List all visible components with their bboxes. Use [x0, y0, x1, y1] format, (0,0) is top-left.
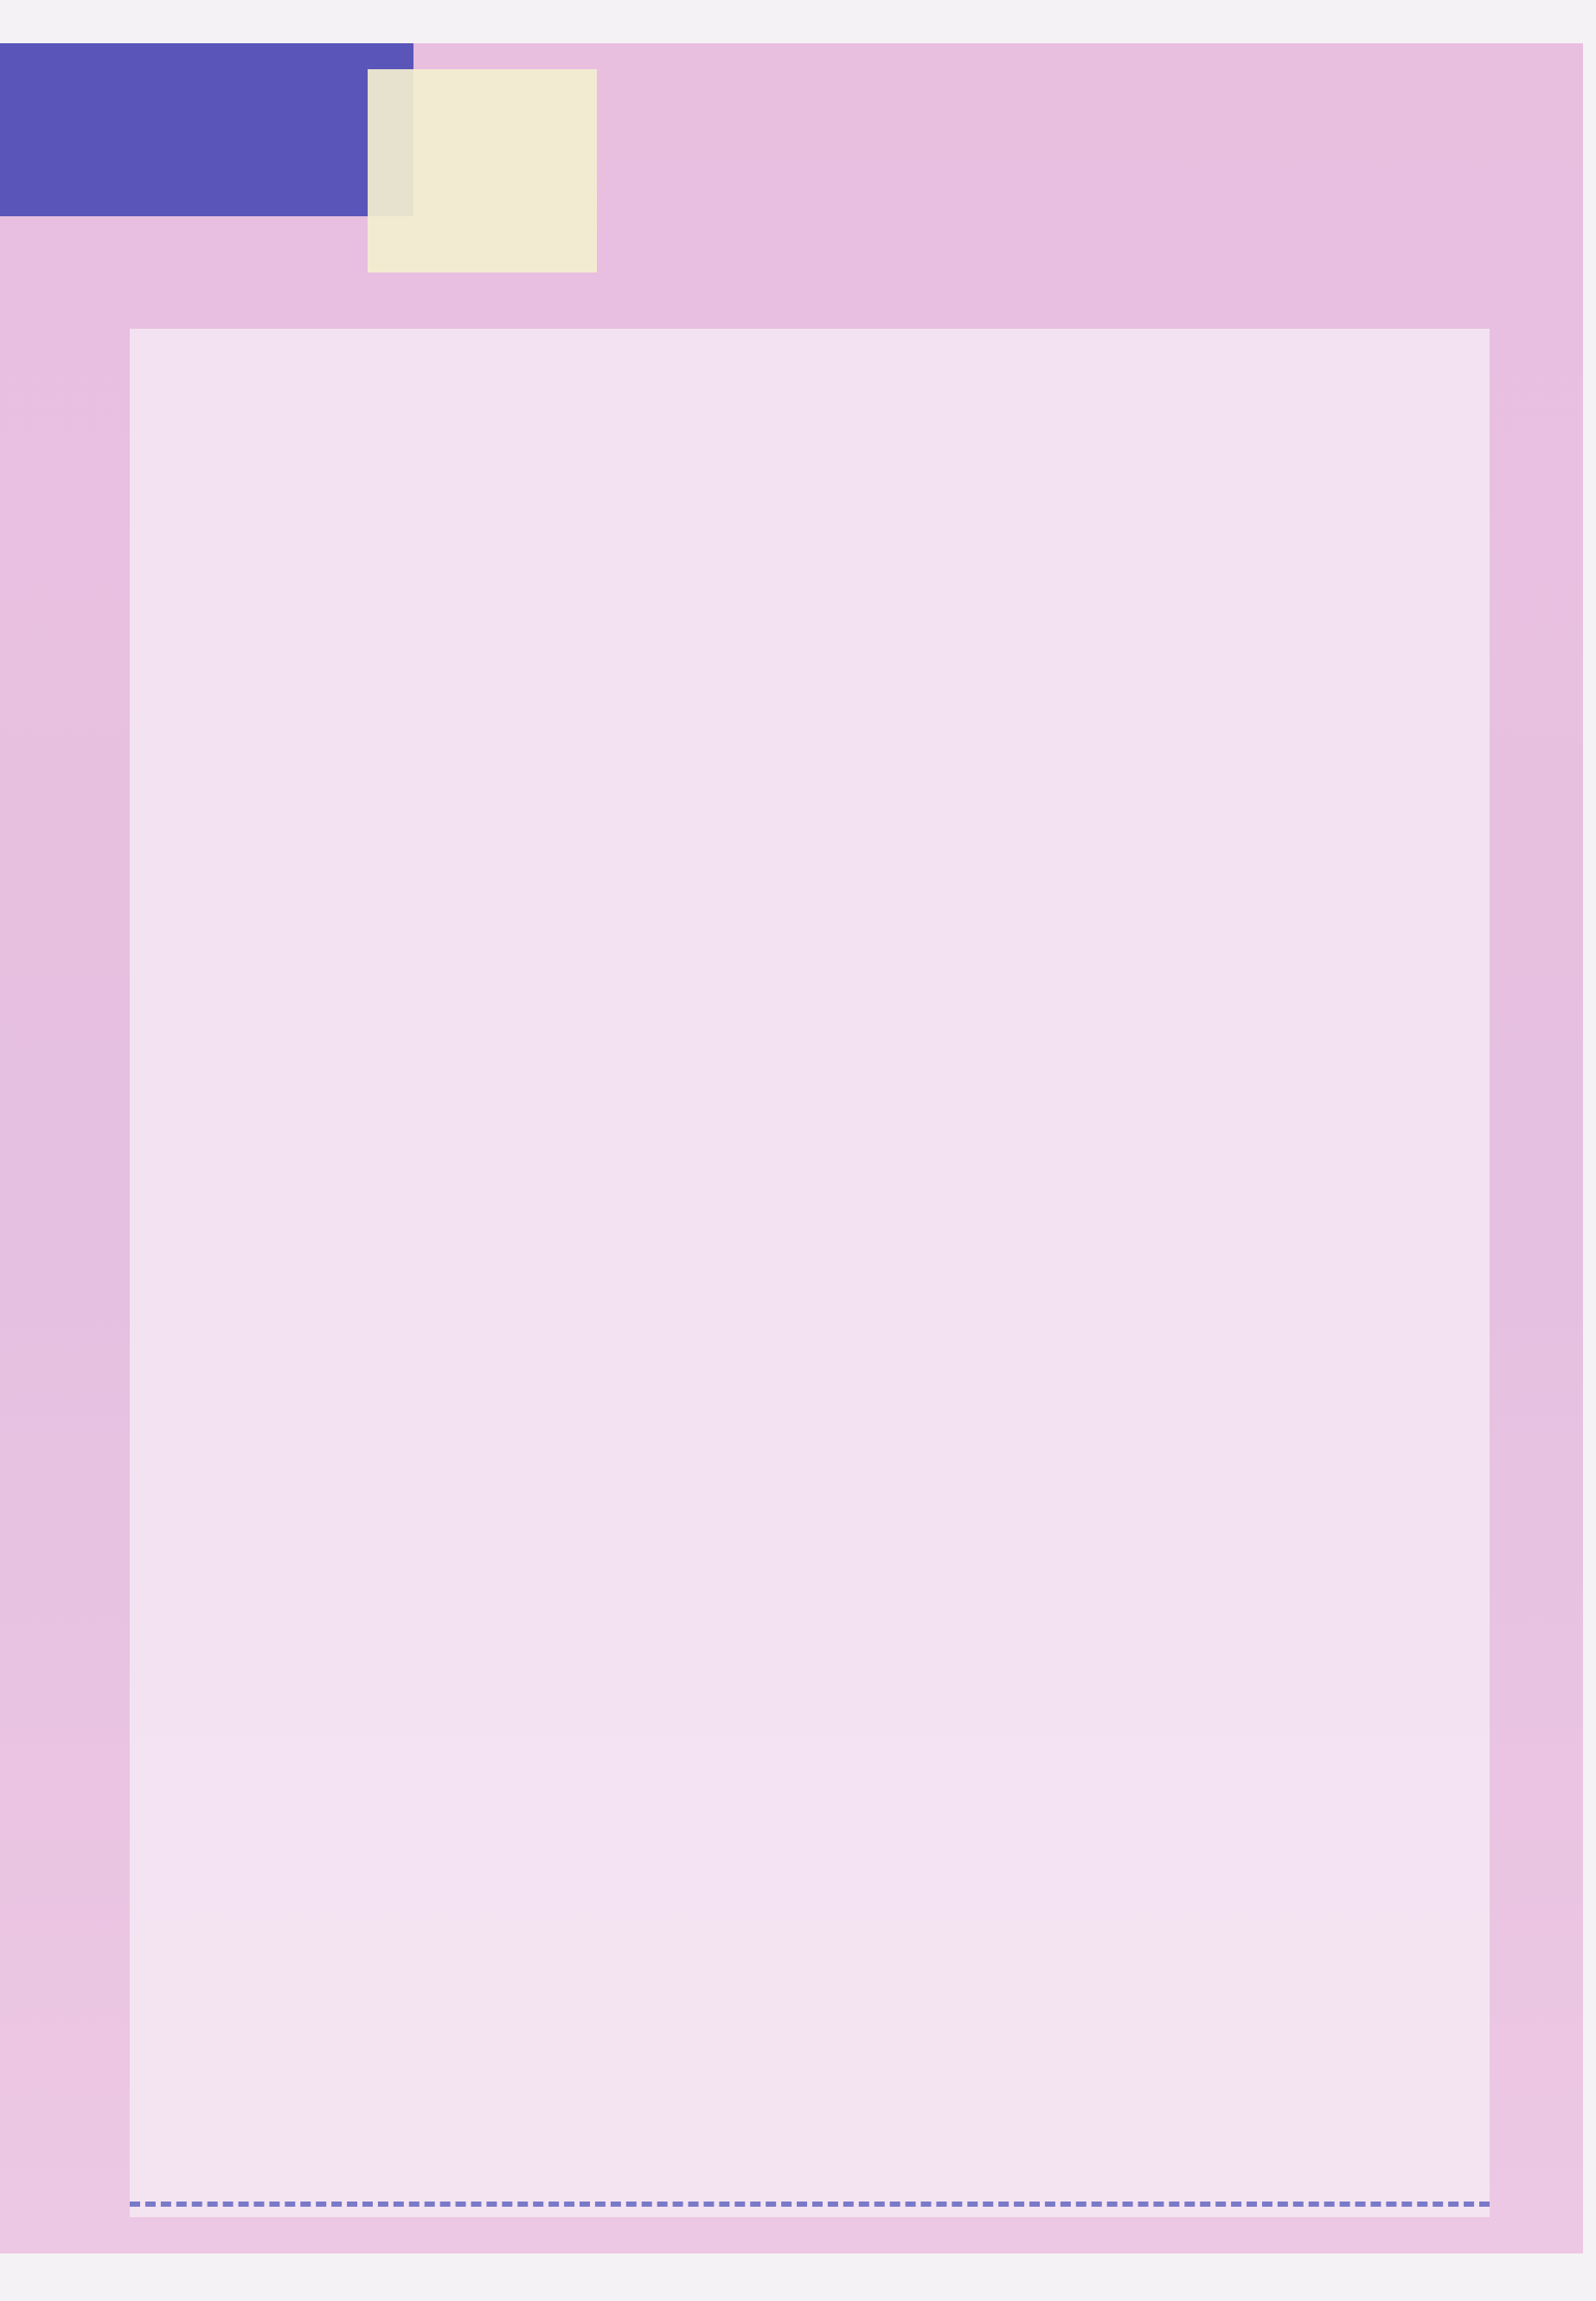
- dashed-answer-line: [130, 2202, 1490, 2207]
- content-panel: [130, 329, 1490, 2217]
- page: [0, 43, 1583, 2253]
- page-title: [199, 43, 977, 216]
